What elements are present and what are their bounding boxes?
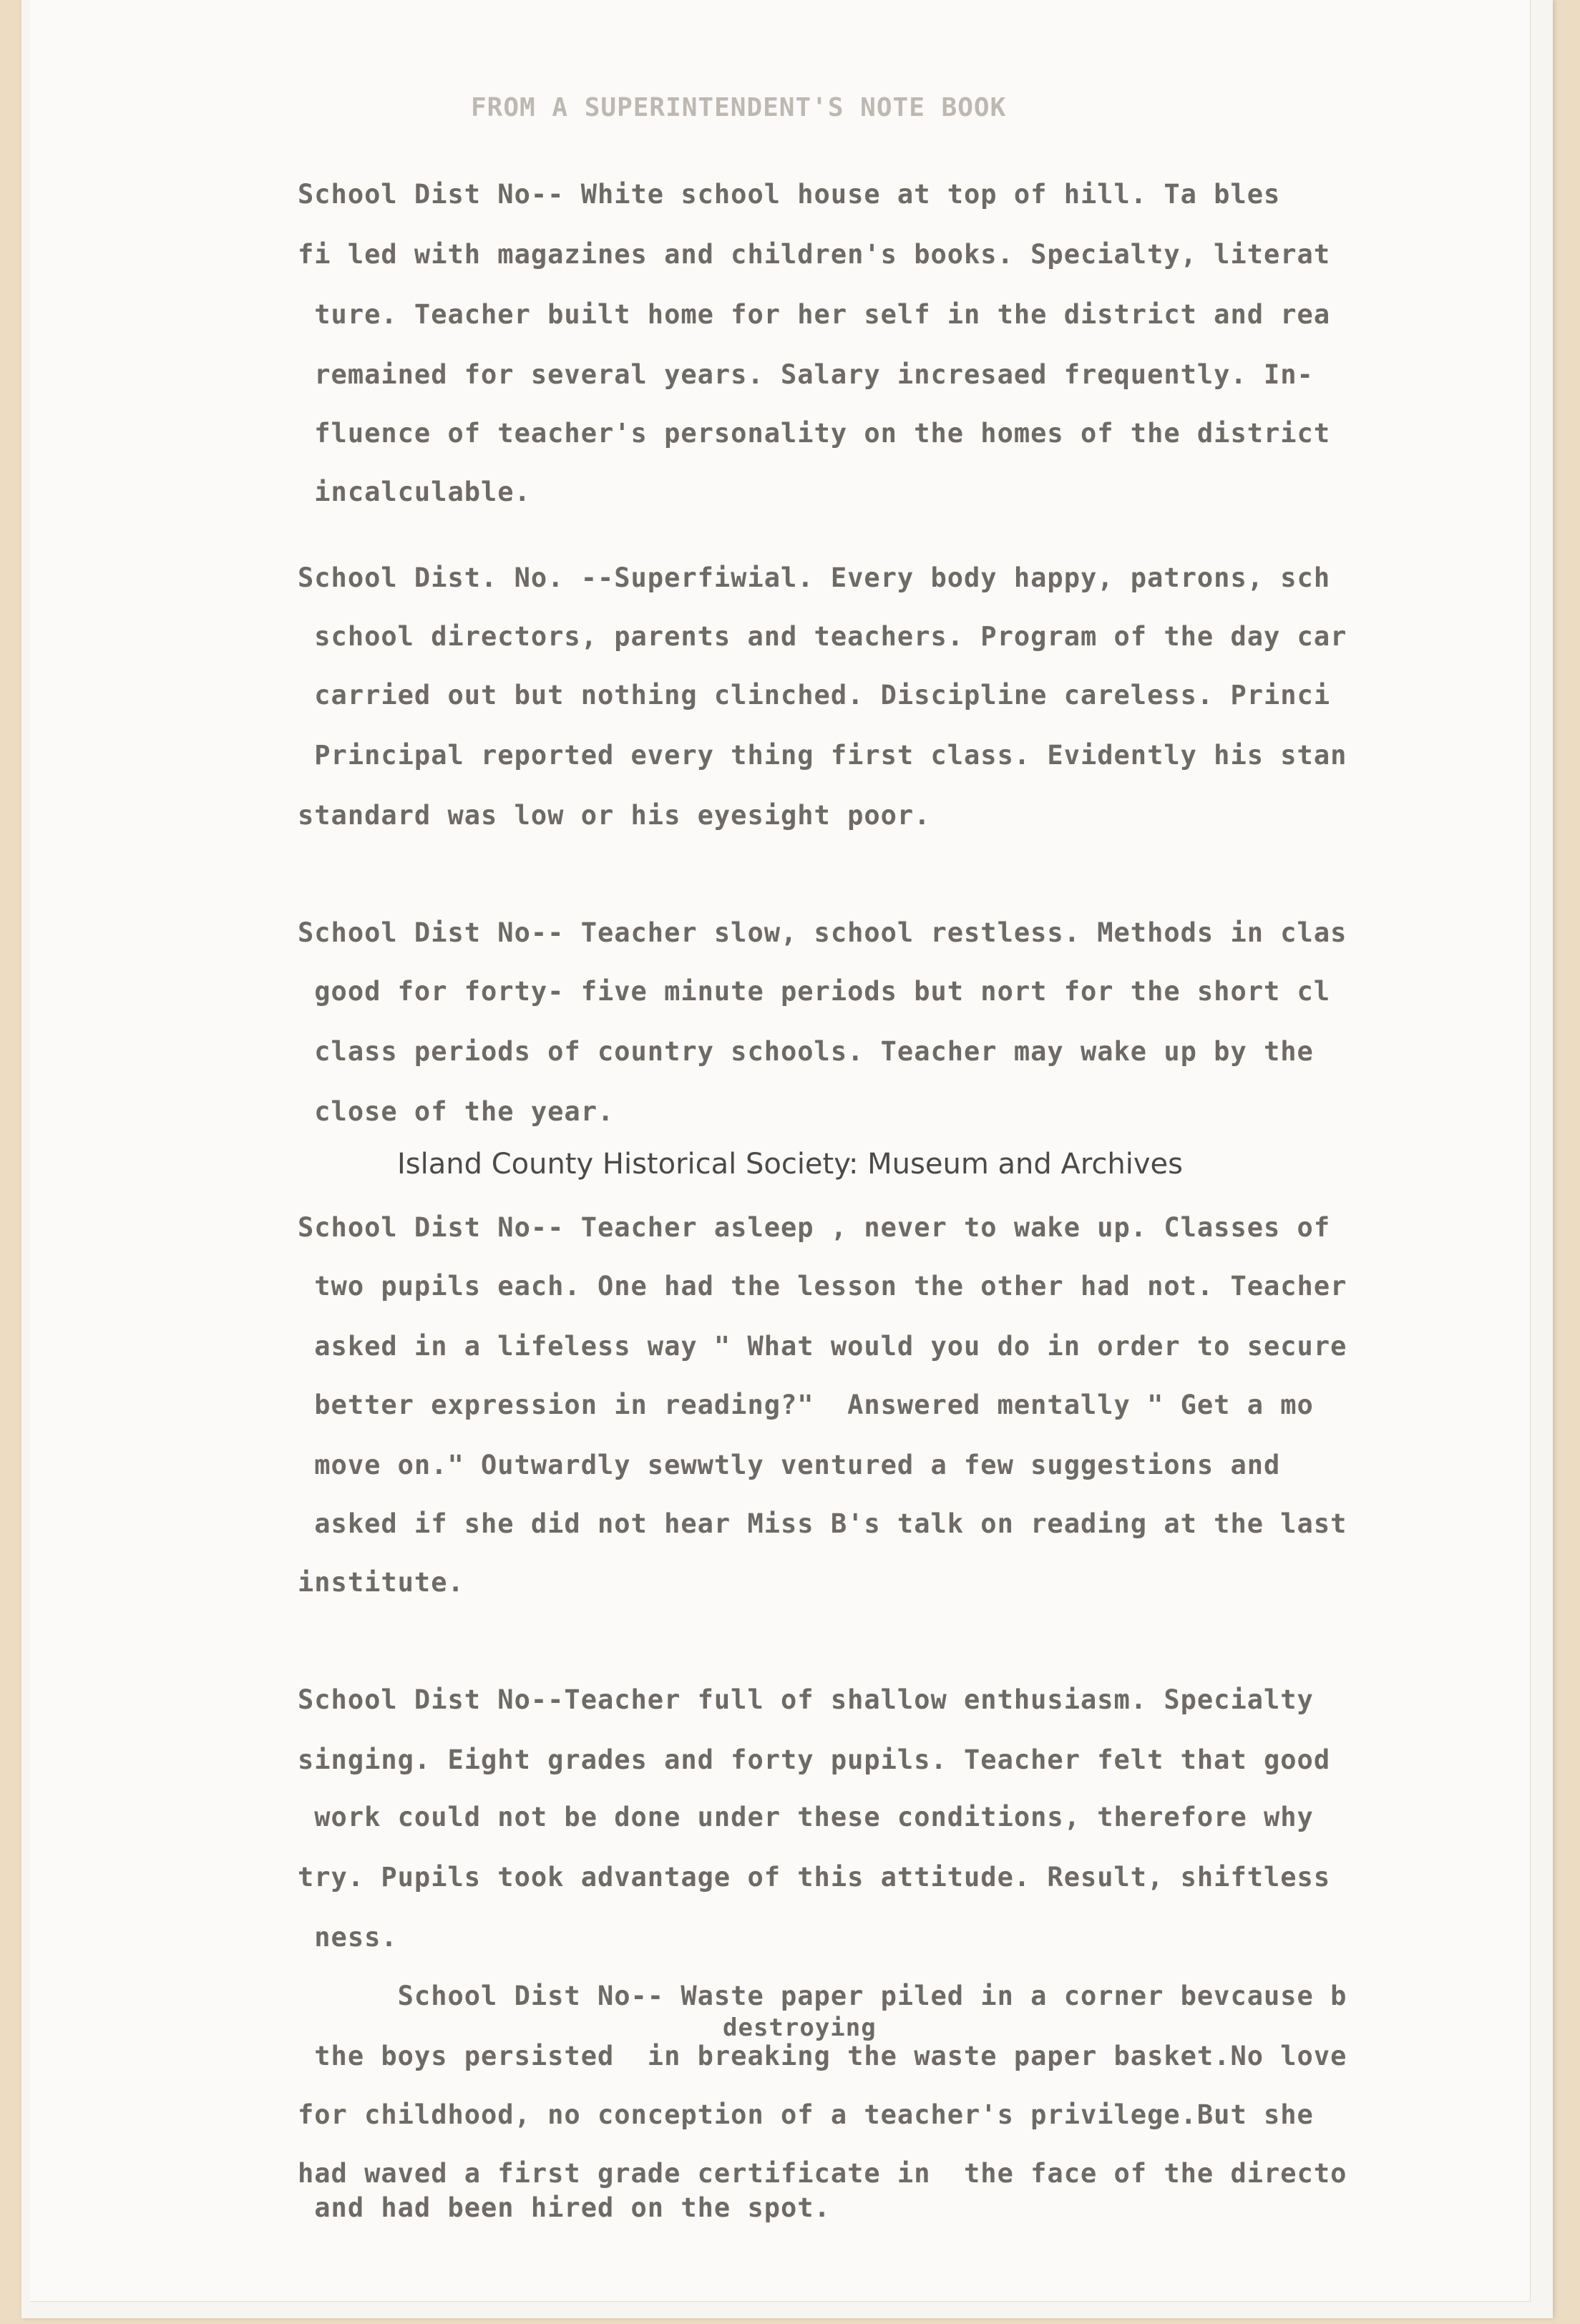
page-heading: FROM A SUPERINTENDENT'S NOTE BOOK [471, 93, 1007, 122]
text-line: incalculable. [298, 477, 531, 507]
archive-watermark: Island County Historical Society: Museum and Archives [396, 1148, 1183, 1181]
text-line: close of the year. [298, 1096, 615, 1127]
text-line: had waved a first grade certificate in the face of the directo [298, 2158, 1347, 2189]
text-line: and had been hired on the spot. [298, 2192, 831, 2223]
text-line: two pupils each. One had the lesson the other had not. Teacher [298, 1271, 1347, 1302]
text-line: ture. Teacher built home for her self in the district and rea [298, 299, 1331, 330]
text-line: class periods of country schools. Teacher may wake up by the [298, 1036, 1314, 1067]
text-line: move on." Outwardly sewwtly ventured a few suggestions and [298, 1450, 1281, 1480]
text-line: for childhood, no conception of a teacher's privilege.But she [298, 2099, 1314, 2130]
interlinear-correction: destroying [723, 2013, 877, 2042]
text-line: School Dist No-- White school house at top of hill. Ta bles [298, 179, 1281, 210]
text-line: better expression in reading?" Answered mentally " Get a mo [298, 1390, 1314, 1420]
text-line: School Dist No-- Teacher asleep , never to wake up. Classes of [298, 1212, 1331, 1243]
text-line: School Dist No-- Teacher slow, school restless. Methods in clas [298, 917, 1347, 948]
text-line: institute. [298, 1567, 464, 1598]
text-line: standard was low or his eyesight poor. [298, 800, 931, 831]
text-line: Principal reported every thing first class. Evidently his stan [298, 740, 1347, 771]
text-line: School Dist No--Teacher full of shallow enthusiasm. Specialty [298, 1684, 1314, 1715]
text-line: school directors, parents and teachers. Program of the day car [298, 621, 1347, 652]
text-line: good for forty- five minute periods but nort for the short cl [298, 976, 1331, 1007]
text-line: singing. Eight grades and forty pupils. Teacher felt that good [298, 1744, 1331, 1775]
text-line: try. Pupils took advantage of this attitude. Result, shiftless [298, 1862, 1331, 1893]
text-line: work could not be done under these conditions, therefore why [298, 1802, 1314, 1832]
text-line: asked if she did not hear Miss B's talk on reading at the last [298, 1508, 1347, 1539]
text-line: fi led with magazines and children's books. Specialty, literat [298, 239, 1331, 270]
text-line: remained for several years. Salary incresaed frequently. In- [298, 359, 1314, 390]
text-line: carried out but nothing clinched. Discipline careless. Princi [298, 680, 1331, 711]
text-line: School Dist No-- Waste paper piled in a corner bevcause b [298, 1981, 1347, 2011]
text-line: asked in a lifeless way " What would you do in order to secure [298, 1331, 1347, 1362]
text-line: School Dist. No. --Superfiwial. Every body happy, patrons, sch [298, 562, 1331, 593]
text-line: the boys persisted in breaking the waste paper basket.No love [298, 2041, 1347, 2071]
text-line: fluence of teacher's personality on the homes of the district [298, 418, 1331, 449]
text-line: ness. [298, 1922, 398, 1953]
